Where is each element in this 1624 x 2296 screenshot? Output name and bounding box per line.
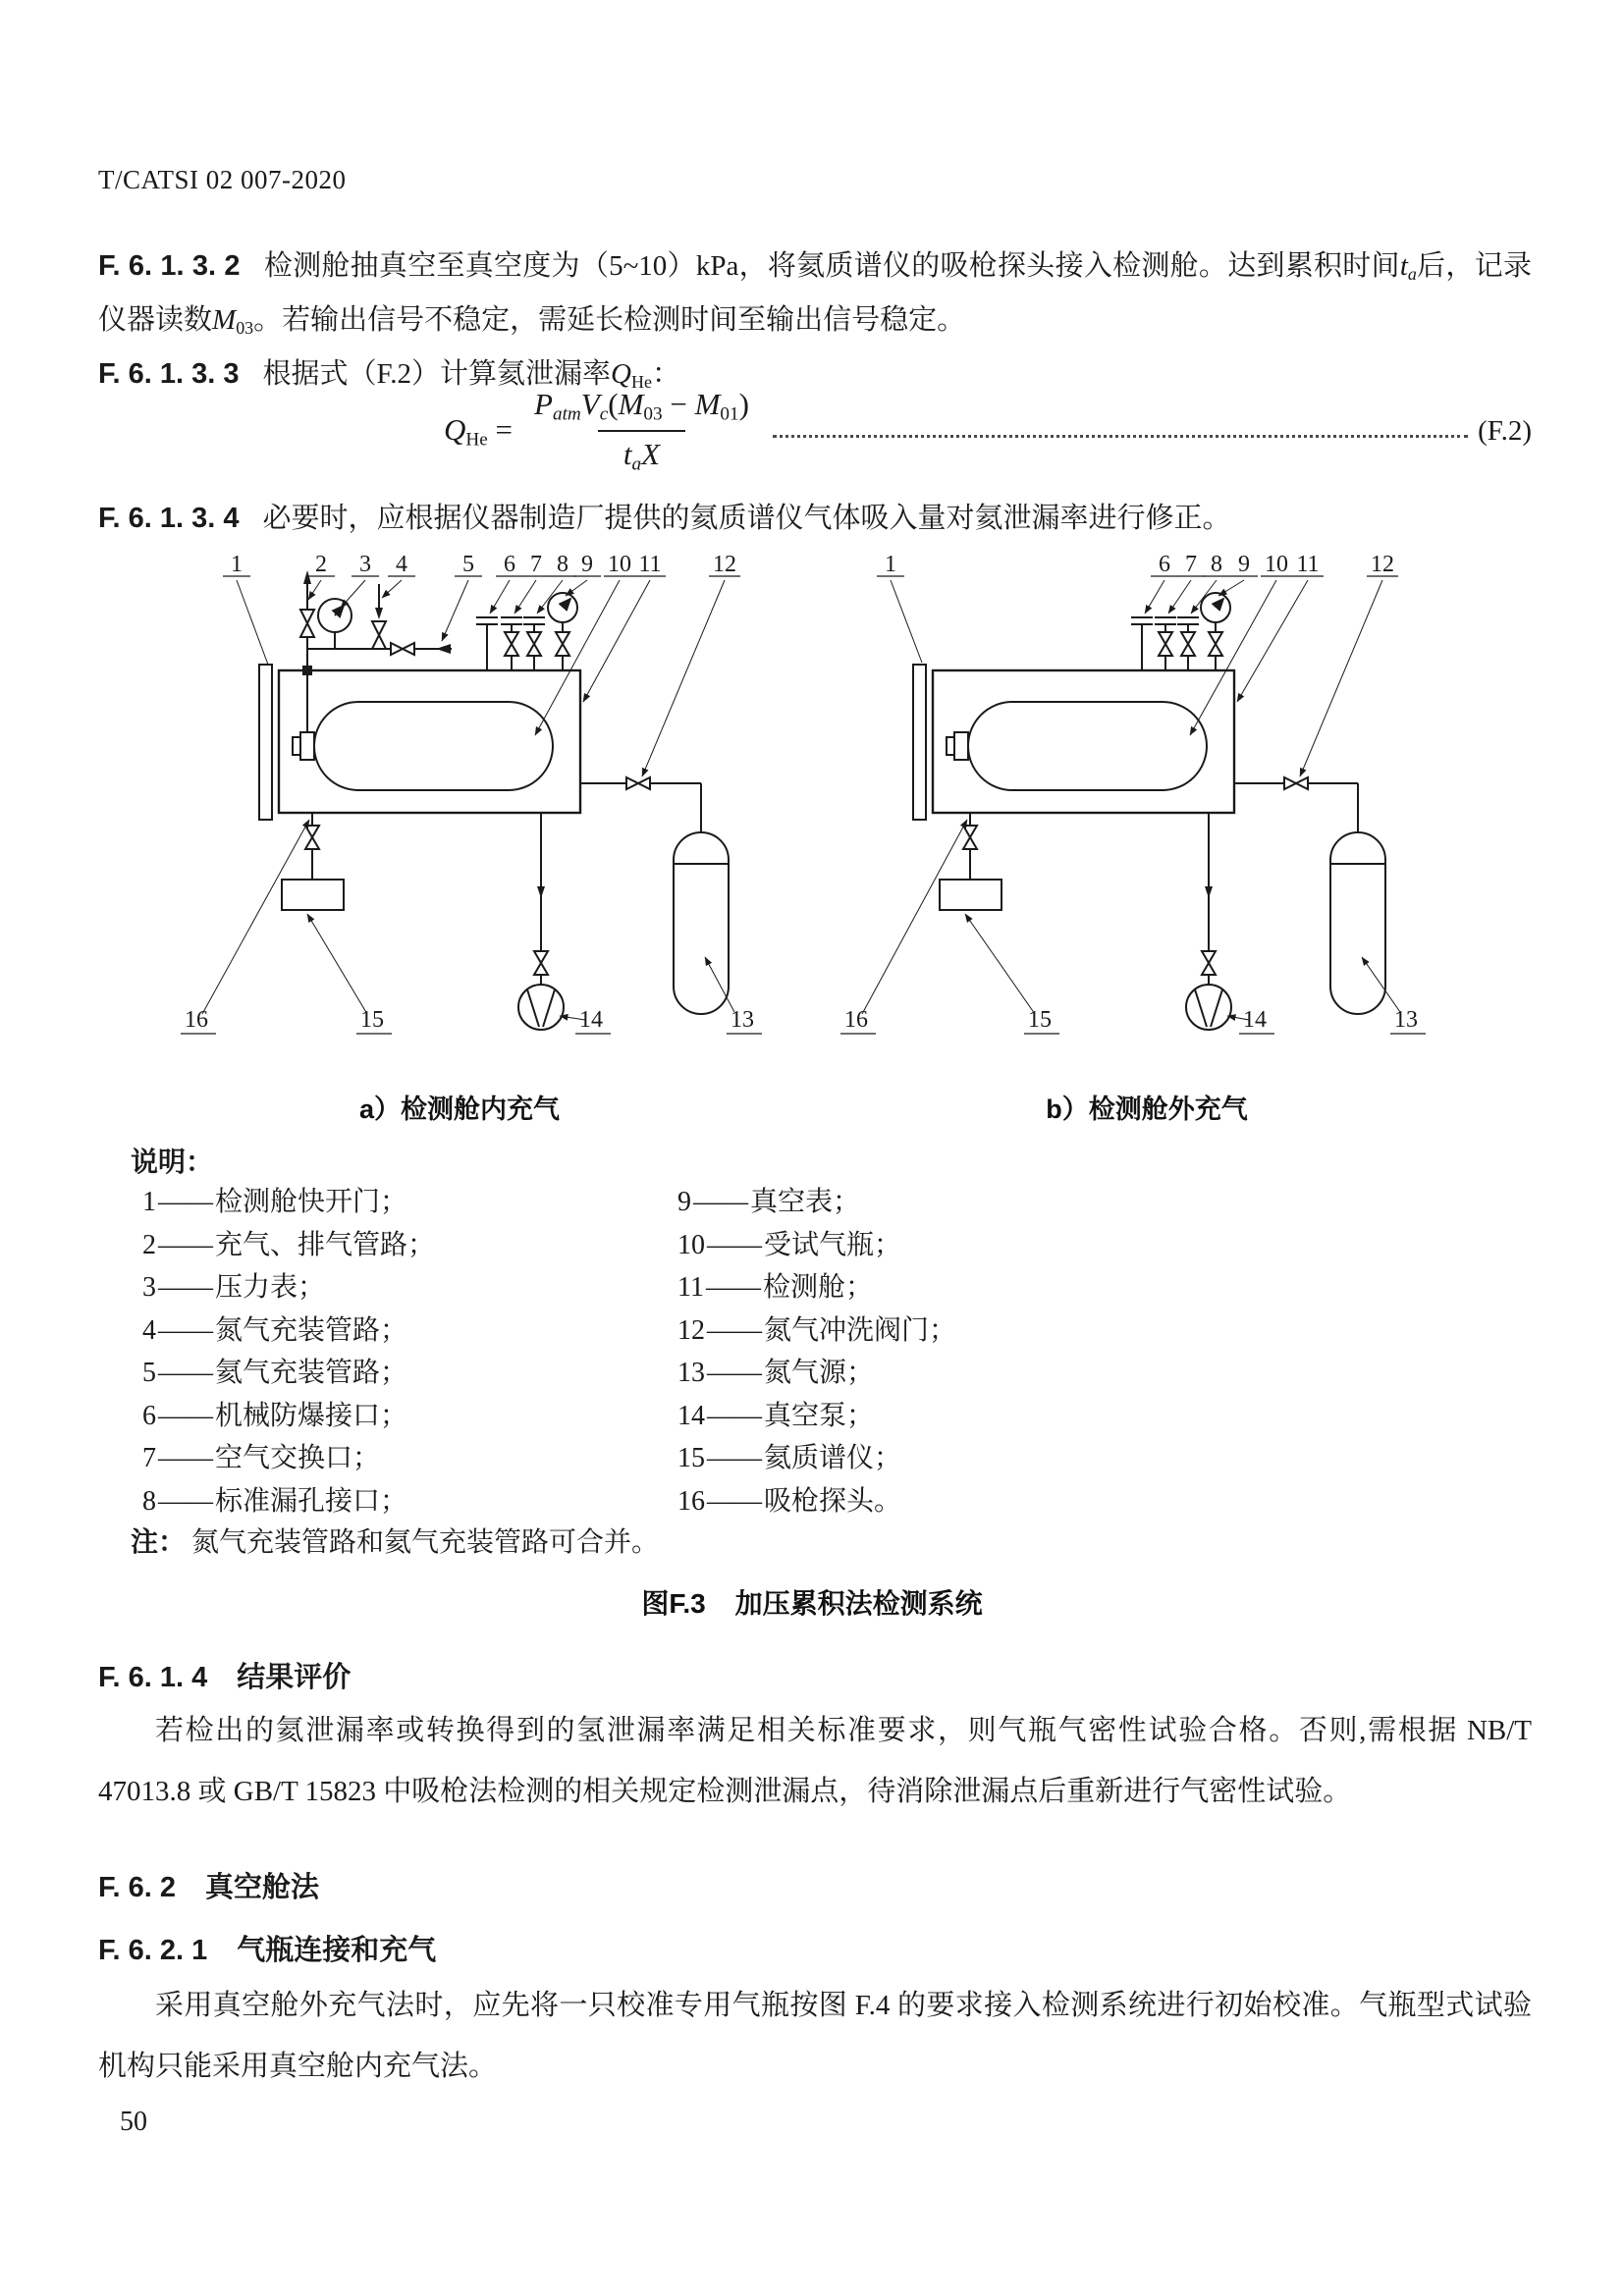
legend-item: 2——充气、排气管路； bbox=[142, 1229, 436, 1260]
legend-item: 7——空气交换口； bbox=[142, 1443, 381, 1473]
svg-text:7: 7 bbox=[1185, 555, 1197, 577]
svg-text:4: 4 bbox=[396, 555, 407, 577]
note-label: 注： bbox=[131, 1526, 187, 1557]
section-number: F. 6. 1. 4 bbox=[98, 1662, 208, 1693]
wall-feedthrough bbox=[302, 666, 312, 675]
svg-text:10: 10 bbox=[1265, 555, 1288, 577]
clause-number: F. 6. 1. 3. 4 bbox=[98, 503, 240, 534]
mechanical-port bbox=[476, 617, 498, 670]
svg-text:1: 1 bbox=[231, 555, 243, 577]
section-number: F. 6. 2. 1 bbox=[98, 1935, 208, 1966]
legend-item: 10——受试气瓶； bbox=[677, 1229, 902, 1260]
svg-text:13: 13 bbox=[1394, 1007, 1418, 1033]
vacuum-gauge bbox=[1201, 593, 1230, 670]
section-f62-heading bbox=[98, 1865, 319, 1905]
equation-lhs: $Q_{He}$ = bbox=[444, 411, 514, 451]
subfigure-b-caption: b）检测舱外充气 bbox=[1046, 1095, 1248, 1124]
valve bbox=[403, 643, 414, 655]
svg-text:16: 16 bbox=[844, 1007, 868, 1033]
clause-f6134 bbox=[98, 496, 1532, 542]
legend-title: 说明： bbox=[131, 1147, 214, 1177]
figure-number: 图F.3 bbox=[641, 1588, 706, 1619]
svg-text:13: 13 bbox=[731, 1007, 754, 1033]
page-number: 50 bbox=[120, 2107, 147, 2137]
svg-text:14: 14 bbox=[1243, 1007, 1267, 1033]
clause-text: 根据式（F.2）计算氦泄漏率 bbox=[262, 358, 612, 390]
flow-arrow bbox=[537, 886, 545, 898]
flow-arrow bbox=[1205, 886, 1213, 898]
vacuum-pump-line bbox=[534, 813, 548, 985]
vacuum-pump bbox=[1186, 985, 1231, 1030]
clause-text: ： bbox=[651, 358, 680, 390]
helium-mass-spectrometer bbox=[940, 880, 1001, 910]
math-sub-03: 03 bbox=[236, 318, 254, 339]
mechanical-port bbox=[1131, 617, 1153, 670]
svg-text:11: 11 bbox=[1296, 555, 1320, 577]
clause-text: 必要时，应根据仪器制造厂提供的氦质谱仪气体吸入量对氦泄漏率进行修正。 bbox=[262, 503, 1231, 534]
clause-text: 检测舱抽真空至真空度为（5~10）kPa，将氦质谱仪的吸枪探头接入检测舱。达到累积时间 bbox=[263, 250, 1400, 282]
section-title: 气瓶连接和充气 bbox=[237, 1935, 437, 1966]
legend-item: 3——压力表； bbox=[142, 1272, 326, 1303]
standard-leak-port bbox=[1177, 617, 1199, 670]
svg-text:12: 12 bbox=[1371, 555, 1394, 577]
standard-leak-port bbox=[523, 617, 545, 670]
legend-item: 12——氮气冲洗阀门； bbox=[677, 1314, 957, 1346]
nitrogen-flush-line bbox=[1234, 777, 1358, 832]
legend-item: 16——吸枪探头。 bbox=[677, 1485, 902, 1517]
svg-text:15: 15 bbox=[360, 1007, 384, 1033]
legend-column-left bbox=[142, 1181, 435, 1522]
legend-item: 14——真空泵； bbox=[677, 1400, 875, 1431]
svg-text:8: 8 bbox=[1211, 555, 1222, 577]
svg-text:11: 11 bbox=[638, 555, 662, 577]
equation-fraction bbox=[524, 387, 759, 476]
clause-text: 。若输出信号不稳定，需延长检测时间至输出信号稳定。 bbox=[253, 304, 966, 337]
nitrogen-charge-valve bbox=[372, 584, 386, 649]
clause-f6132 bbox=[98, 243, 1532, 351]
math-sub-a: a bbox=[1407, 264, 1417, 285]
svg-text:15: 15 bbox=[1028, 1007, 1052, 1033]
section-f614-heading bbox=[98, 1655, 351, 1695]
nitrogen-flush-line bbox=[580, 777, 701, 832]
valve bbox=[300, 623, 314, 637]
dot-leader bbox=[773, 433, 1468, 438]
legend-item: 6——机械防爆接口； bbox=[142, 1400, 408, 1431]
section-number: F. 6. 2 bbox=[98, 1872, 176, 1903]
air-exchange-port bbox=[501, 617, 522, 670]
subfigure-a-caption: a）检测舱内充气 bbox=[358, 1095, 561, 1124]
fraction-denominator: $t_aX$ bbox=[598, 430, 685, 475]
section-f621-heading bbox=[98, 1928, 436, 1968]
legend-item: 5——氦气充装管路； bbox=[142, 1358, 408, 1388]
legend-item: 1——检测舱快开门； bbox=[142, 1187, 408, 1217]
figure-title: 加压累积法检测系统 bbox=[734, 1588, 983, 1619]
svg-text:10: 10 bbox=[608, 555, 631, 577]
vacuum-pump bbox=[518, 985, 564, 1030]
nitrogen-source-cylinder bbox=[1330, 832, 1385, 1014]
svg-text:5: 5 bbox=[462, 555, 474, 577]
vacuum-pump-line bbox=[1202, 813, 1216, 985]
section-title: 结果评价 bbox=[237, 1662, 352, 1693]
svg-text:6: 6 bbox=[504, 555, 515, 577]
svg-text:1: 1 bbox=[885, 555, 896, 577]
legend-item: 8——标准漏孔接口； bbox=[142, 1485, 408, 1517]
math-var-m: M bbox=[212, 304, 237, 337]
figure-note bbox=[131, 1521, 659, 1560]
svg-text:7: 7 bbox=[530, 555, 542, 577]
legend-item: 11——检测舱； bbox=[677, 1272, 873, 1303]
svg-text:16: 16 bbox=[185, 1007, 208, 1033]
math-sub-he: He bbox=[631, 372, 652, 393]
diagram-chamber-external-charging bbox=[803, 555, 1490, 1080]
document-header: T/CATSI 02 007-2020 bbox=[98, 165, 347, 194]
clause-text: 后，记录仪器读数 bbox=[98, 250, 1532, 337]
flow-arrow bbox=[436, 644, 451, 654]
svg-text:14: 14 bbox=[579, 1007, 603, 1033]
figure-caption bbox=[0, 1582, 1624, 1622]
test-cylinder bbox=[293, 702, 553, 790]
svg-text:2: 2 bbox=[315, 555, 327, 577]
legend-item: 13——氮气源； bbox=[677, 1358, 875, 1388]
svg-text:9: 9 bbox=[581, 555, 593, 577]
svg-text:9: 9 bbox=[1238, 555, 1250, 577]
nitrogen-flush-valve bbox=[1296, 777, 1308, 789]
svg-text:12: 12 bbox=[713, 555, 736, 577]
legend-item: 4——氮气充装管路； bbox=[142, 1314, 408, 1346]
section-f614-body: 若检出的氦泄漏率或转换得到的氢泄漏率满足相关标准要求，则气瓶气密性试验合格。否则,需根据 NB/T 47013.8 或 GB/T 15823 中吸枪法检测的相关规定检测泄漏点，待消除泄漏点后重新进行气密性试验。 bbox=[98, 1715, 1532, 1807]
fraction-numerator: $P_{atm}V_c(M_{03} - M_{01})$ bbox=[534, 387, 749, 425]
quick-open-door bbox=[913, 665, 926, 820]
diagram-chamber-internal-charging bbox=[116, 555, 803, 1080]
clause-number: F. 6. 1. 3. 3 bbox=[98, 358, 240, 390]
legend-item: 9——真空表； bbox=[677, 1187, 861, 1217]
section-f621-body: 采用真空舱外充气法时，应先将一只校准专用气瓶按图 F.4 的要求接入检测系统进行初始校准。气瓶型式试验机构只能采用真空舱内充气法。 bbox=[98, 1990, 1532, 2082]
svg-text:6: 6 bbox=[1159, 555, 1170, 577]
section-title: 真空舱法 bbox=[205, 1872, 320, 1903]
nitrogen-source-cylinder bbox=[674, 832, 729, 1014]
test-cylinder bbox=[947, 702, 1207, 790]
valve bbox=[372, 635, 386, 649]
legend-item: 15——氦质谱仪； bbox=[677, 1443, 902, 1473]
quick-open-door bbox=[259, 665, 272, 820]
nitrogen-flush-valve bbox=[638, 777, 650, 789]
equation-f2 bbox=[98, 387, 1532, 476]
air-exchange-port bbox=[1155, 617, 1176, 670]
pressure-gauge bbox=[318, 599, 352, 649]
clause-number: F. 6. 1. 3. 2 bbox=[98, 250, 241, 282]
legend-column-right bbox=[677, 1181, 956, 1522]
svg-text:8: 8 bbox=[557, 555, 568, 577]
equation-number: (F.2) bbox=[1478, 414, 1532, 447]
helium-mass-spectrometer bbox=[282, 880, 344, 910]
math-var-q: Q bbox=[611, 358, 631, 390]
svg-text:3: 3 bbox=[359, 555, 371, 577]
math-var-t: t bbox=[1399, 250, 1408, 282]
note-text: 氮气充装管路和氦气充装管路可合并。 bbox=[191, 1527, 660, 1558]
vacuum-gauge bbox=[548, 593, 577, 670]
